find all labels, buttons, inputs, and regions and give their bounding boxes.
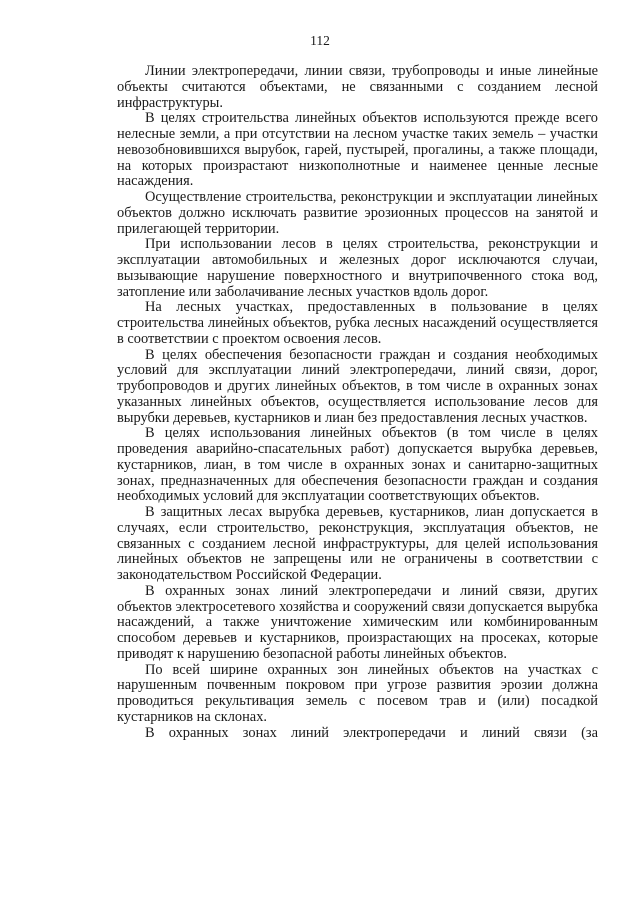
paragraph: При использовании лесов в целях строительства, реконструкции и эксплуатации автомобильных и железных дорог исключаются случаи, вызывающие нарушение поверхностного и внутрипочвенного стока вод, затопление или заболачивание лесных участков вдоль дорог.	[117, 236, 598, 300]
paragraph: В целях использования линейных объектов (в том числе в целях проведения аварийно-спасательных работ) допускается вырубка деревьев, кустарников, лиан, в том числе в охранных зонах и санитарно-защитных зонах, предназначенных для обеспечения безопасности граждан и создания необходимых условий для эксплуатации соответствующих объектов.	[117, 425, 598, 505]
paragraph: Линии электропередачи, линии связи, трубопроводы и иные линейные объекты считаются объектами, не связанными с созданием лесной инфраструктуры.	[117, 63, 598, 111]
paragraph: В защитных лесах вырубка деревьев, кустарников, лиан допускается в случаях, если строительство, реконструкция, эксплуатация объектов, не связанных с созданием лесной инфраструктуры, для целей использования линейных объектов не запрещены или не ограничены в соответствии с законодательством Российской Федерации.	[117, 504, 598, 583]
paragraph: В целях строительства линейных объектов используются прежде всего нелесные земли, а при отсутствии на лесном участке таких земель – участки невозобновившихся вырубок, гарей, пустырей, прогалины, а также площади, на которых произрастают низкополнотные и наименее ценные лесные насаждения.	[117, 110, 598, 190]
page-number: 112	[310, 33, 330, 48]
paragraph: По всей ширине охранных зон линейных объектов на участках с нарушенным почвенным покровом при угрозе развития эрозии должна проводиться рекультивация земель с посевом трав и (или) посадкой кустарников на склонах.	[117, 661, 598, 725]
paragraph: Осуществление строительства, реконструкции и эксплуатации линейных объектов должно исключать развитие эрозионных процессов на занятой и прилегающей территории.	[117, 189, 598, 237]
document-body	[117, 64, 598, 741]
paragraph: На лесных участках, предоставленных в пользование в целях строительства линейных объектов, рубка лесных насаждений осуществляется в соответствии с проектом освоения лесов.	[117, 299, 598, 347]
paragraph: В охранных зонах линий электропередачи и линий связи, других объектов электросетевого хозяйства и сооружений связи допускается вырубка насаждений, а также уничтожение химическим или комбинированным способом деревьев и кустарников, произрастающих на просеках, которые приводят к нарушению безопасной работы линейных объектов.	[117, 582, 598, 662]
paragraph: В целях обеспечения безопасности граждан и создания необходимых условий для эксплуатации линий электропередачи, линий связи, дорог, трубопроводов и других линейных объектов, в том числе в охранных зонах указанных линейных объектов, осуществляется использование лесов для вырубки деревьев, кустарников и лиан без предоставления лесных участков.	[117, 346, 598, 426]
paragraph-continued: В охранных зонах линий электропередачи и линий связи (за	[145, 724, 598, 741]
